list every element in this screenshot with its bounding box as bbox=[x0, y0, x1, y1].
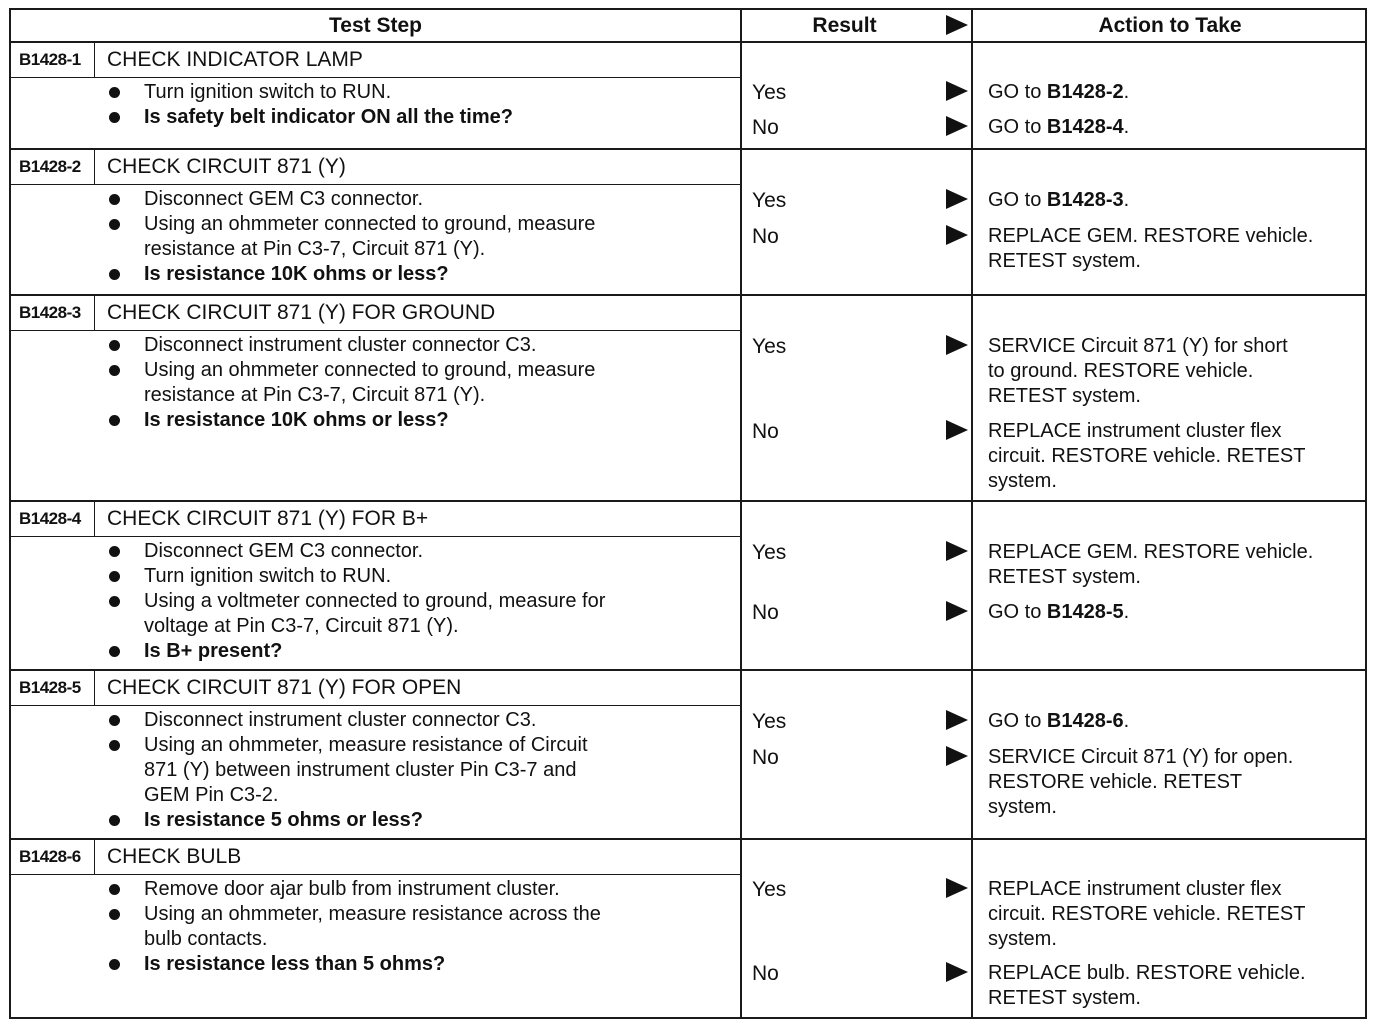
header-result: Result bbox=[812, 14, 877, 37]
result-no: No bbox=[752, 225, 779, 248]
bullet-text: Using an ohmmeter, measure resistance of Circuit 871 (Y) between instrument cluster Pin C3-7 and GEM Pin C3-2. bbox=[144, 734, 588, 806]
step-header bbox=[11, 502, 740, 537]
bullet-icon bbox=[109, 194, 120, 205]
step-id: B1428-1 bbox=[11, 43, 95, 77]
bullet-text: Turn ignition switch to RUN. bbox=[144, 81, 392, 103]
bullet-text: Using a voltmeter connected to ground, measure for voltage at Pin C3-7, Circuit 871 (Y). bbox=[144, 590, 606, 637]
result-yes: Yes bbox=[752, 541, 787, 564]
table-row bbox=[11, 43, 1365, 150]
action-text: SERVICE Circuit 871 (Y) for open. RESTORE vehicle. RETEST system. bbox=[988, 746, 1294, 818]
result-no: No bbox=[752, 962, 779, 985]
arrow-right-icon bbox=[946, 116, 968, 136]
step-bullet-list bbox=[11, 877, 740, 977]
step-instruction bbox=[11, 564, 740, 589]
table-header bbox=[11, 10, 1365, 43]
arrow-right-icon bbox=[946, 225, 968, 245]
table-row bbox=[11, 502, 1365, 671]
action-text: REPLACE instrument cluster flex circuit. RESTORE vehicle. RETEST system. bbox=[988, 878, 1306, 950]
bullet-icon bbox=[109, 87, 120, 98]
step-id: B1428-6 bbox=[11, 840, 95, 874]
step-question bbox=[11, 639, 740, 664]
step-id: B1428-2 bbox=[11, 150, 95, 184]
action-text: REPLACE bulb. RESTORE vehicle. RETEST system. bbox=[988, 962, 1306, 1009]
table-row bbox=[11, 840, 1365, 1019]
step-question bbox=[11, 262, 740, 287]
step-bullet-list bbox=[11, 333, 740, 433]
arrow-right-icon bbox=[946, 81, 968, 101]
step-bullet-list bbox=[11, 539, 740, 664]
step-instruction bbox=[11, 212, 740, 262]
step-bullet-list bbox=[11, 187, 740, 287]
action-text: REPLACE GEM. RESTORE vehicle. RETEST system. bbox=[988, 225, 1314, 272]
bullet-text: Using an ohmmeter, measure resistance across the bulb contacts. bbox=[144, 903, 601, 950]
step-instruction bbox=[11, 708, 740, 733]
bullet-icon bbox=[109, 546, 120, 557]
header-arrow-icon bbox=[946, 15, 968, 35]
step-id: B1428-3 bbox=[11, 296, 95, 330]
step-header bbox=[11, 840, 740, 875]
step-reference: B1428-3 bbox=[1046, 189, 1124, 211]
arrow-right-icon bbox=[946, 601, 968, 621]
diagnostic-table bbox=[9, 8, 1367, 1019]
action-text: REPLACE GEM. RESTORE vehicle. RETEST system. bbox=[988, 541, 1314, 588]
step-bullet-list bbox=[11, 708, 740, 833]
result-no: No bbox=[752, 601, 779, 624]
step-bullet-list bbox=[11, 80, 740, 130]
step-instruction bbox=[11, 358, 740, 408]
step-id: B1428-4 bbox=[11, 502, 95, 536]
bullet-text: Is resistance 5 ohms or less? bbox=[144, 809, 424, 831]
step-id: B1428-5 bbox=[11, 671, 95, 705]
bullet-text: Disconnect GEM C3 connector. bbox=[144, 188, 424, 210]
step-reference: B1428-2 bbox=[1046, 81, 1124, 103]
table-row bbox=[11, 150, 1365, 296]
header-action: Action to Take bbox=[1098, 14, 1242, 37]
arrow-right-icon bbox=[946, 746, 968, 766]
action-text: GO to B1428-6. bbox=[988, 710, 1130, 732]
step-instruction bbox=[11, 733, 740, 808]
result-no: No bbox=[752, 420, 779, 443]
bullet-text: Is safety belt indicator ON all the time? bbox=[144, 106, 513, 128]
bullet-text: Remove door ajar bulb from instrument cluster. bbox=[144, 878, 560, 900]
bullet-icon bbox=[109, 909, 120, 920]
arrow-right-icon bbox=[946, 541, 968, 561]
result-yes: Yes bbox=[752, 335, 787, 358]
step-question bbox=[11, 952, 740, 977]
result-no: No bbox=[752, 116, 779, 139]
bullet-icon bbox=[109, 571, 120, 582]
step-title: CHECK CIRCUIT 871 (Y) FOR B+ bbox=[107, 507, 429, 530]
bullet-icon bbox=[109, 269, 120, 280]
result-yes: Yes bbox=[752, 81, 787, 104]
step-instruction bbox=[11, 589, 740, 639]
action-text: GO to B1428-4. bbox=[988, 116, 1130, 138]
step-title: CHECK INDICATOR LAMP bbox=[107, 48, 363, 71]
step-reference: B1428-4 bbox=[1046, 116, 1124, 138]
step-title: CHECK CIRCUIT 871 (Y) FOR GROUND bbox=[107, 301, 496, 324]
result-yes: Yes bbox=[752, 878, 787, 901]
step-question bbox=[11, 808, 740, 833]
bullet-text: Disconnect GEM C3 connector. bbox=[144, 540, 424, 562]
bullet-icon bbox=[109, 219, 120, 230]
step-header bbox=[11, 671, 740, 706]
bullet-text: Disconnect instrument cluster connector C3. bbox=[144, 709, 537, 731]
table-row bbox=[11, 296, 1365, 502]
arrow-right-icon bbox=[946, 420, 968, 440]
bullet-text: Using an ohmmeter connected to ground, measure resistance at Pin C3-7, Circuit 871 (Y). bbox=[144, 213, 596, 260]
bullet-icon bbox=[109, 596, 120, 607]
bullet-icon bbox=[109, 340, 120, 351]
step-instruction bbox=[11, 877, 740, 902]
table-row bbox=[11, 671, 1365, 840]
bullet-icon bbox=[109, 365, 120, 376]
action-text: GO to B1428-3. bbox=[988, 189, 1130, 211]
step-reference: B1428-6 bbox=[1046, 710, 1124, 732]
arrow-right-icon bbox=[946, 710, 968, 730]
bullet-icon bbox=[109, 646, 120, 657]
step-header bbox=[11, 296, 740, 331]
step-title: CHECK BULB bbox=[107, 845, 242, 868]
step-question bbox=[11, 105, 740, 130]
bullet-icon bbox=[109, 740, 120, 751]
step-instruction bbox=[11, 80, 740, 105]
step-title: CHECK CIRCUIT 871 (Y) bbox=[107, 155, 346, 178]
header-test-step: Test Step bbox=[329, 14, 422, 37]
result-yes: Yes bbox=[752, 189, 787, 212]
action-text: REPLACE instrument cluster flex circuit. RESTORE vehicle. RETEST system. bbox=[988, 420, 1306, 492]
step-instruction bbox=[11, 187, 740, 212]
result-no: No bbox=[752, 746, 779, 769]
step-reference: B1428-5 bbox=[1046, 601, 1124, 623]
bullet-text: Is resistance 10K ohms or less? bbox=[144, 263, 449, 285]
bullet-text: Is resistance 10K ohms or less? bbox=[144, 409, 449, 431]
step-question bbox=[11, 408, 740, 433]
bullet-icon bbox=[109, 715, 120, 726]
arrow-right-icon bbox=[946, 878, 968, 898]
arrow-right-icon bbox=[946, 335, 968, 355]
bullet-text: Is B+ present? bbox=[144, 640, 283, 662]
action-text: SERVICE Circuit 871 (Y) for short to ground. RESTORE vehicle. RETEST system. bbox=[988, 335, 1288, 407]
bullet-text: Turn ignition switch to RUN. bbox=[144, 565, 392, 587]
bullet-icon bbox=[109, 112, 120, 123]
action-text: GO to B1428-5. bbox=[988, 601, 1130, 623]
step-instruction bbox=[11, 539, 740, 564]
bullet-text: Disconnect instrument cluster connector C3. bbox=[144, 334, 537, 356]
bullet-icon bbox=[109, 884, 120, 895]
bullet-icon bbox=[109, 415, 120, 426]
arrow-right-icon bbox=[946, 189, 968, 209]
bullet-icon bbox=[109, 959, 120, 970]
bullet-icon bbox=[109, 815, 120, 826]
action-text: GO to B1428-2. bbox=[988, 81, 1130, 103]
step-header bbox=[11, 43, 740, 78]
step-instruction bbox=[11, 333, 740, 358]
bullet-text: Is resistance less than 5 ohms? bbox=[144, 953, 446, 975]
step-title: CHECK CIRCUIT 871 (Y) FOR OPEN bbox=[107, 676, 462, 699]
step-header bbox=[11, 150, 740, 185]
result-yes: Yes bbox=[752, 710, 787, 733]
step-instruction bbox=[11, 902, 740, 952]
arrow-right-icon bbox=[946, 962, 968, 982]
bullet-text: Using an ohmmeter connected to ground, measure resistance at Pin C3-7, Circuit 871 (Y). bbox=[144, 359, 596, 406]
